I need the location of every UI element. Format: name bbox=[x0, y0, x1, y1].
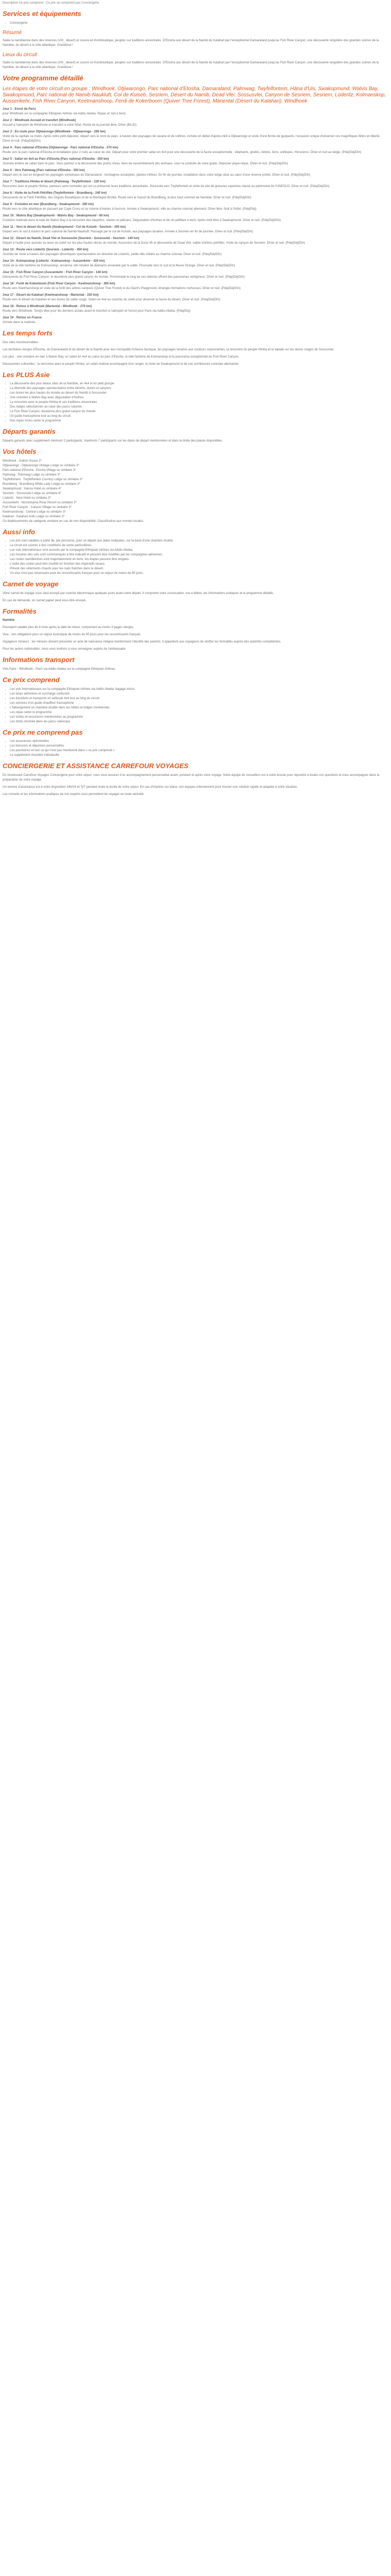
programme-day-text: Visite de la ville fantôme de Kolmanskop, ancienne cité minière de diamants ensevelie par le sable. Poursuite vers le sud et le fleuve Orange. Dîner et nuit. (Pdej/Déj/Dîn) bbox=[3, 264, 235, 268]
programme-day-text: Départ à l'aube pour assister au lever du soleil sur les plus hautes dunes du monde. Ascension de la Dune 45 et découverte de Dead Vlei, vallée d'arbres pétrifiés. Visite du canyon de Sesriem. Dîner et nuit. (Pdej/Déj/Dîn) bbox=[3, 242, 305, 245]
plus-list bbox=[3, 382, 388, 423]
prix-comprend-item: • Les vols internationaux sur la compagnie Ethiopian Airlines via Addis-Abeba, bagage inclus bbox=[10, 687, 388, 692]
infos-title: Aussi info bbox=[3, 528, 35, 536]
programme-day bbox=[3, 118, 388, 128]
programme-day-text: Arrivée dans la matinée. bbox=[3, 321, 36, 325]
temps-forts-text2: Les plus : une croisière en mer à Walvis Bay, un safari en 4x4 au cœur du parc d'Etosha, la ville fantôme de Kolmanskop et le panorama exceptionnel du Fish River Canyon. bbox=[3, 355, 239, 359]
formalites-text3: Voyageurs mineurs : les mineurs doivent présenter un acte de naissance intégral mentionnant l'identité des parents. Il appartient aux voyageurs de vérifier les formalités auprès des autorités compétentes. bbox=[3, 640, 282, 644]
intro-line: Description Ce prix comprend : Ce prix ne comprend pas Conciergerie bbox=[3, 2, 99, 5]
programme-day bbox=[3, 316, 388, 325]
programme-day-text: Route vers Windhoek. Temps libre pour les derniers achats avant le transfert à l'aéroport et l'envol pour Paris via Addis-Abeba. (Pdej/Déj) bbox=[3, 310, 191, 313]
prix-comprend-item: • Les taxes aériennes et surcharge carburant bbox=[10, 692, 388, 697]
plus-item: • La diversité des paysages spectaculaires entre déserts, dunes et canyons bbox=[10, 386, 388, 391]
programme-day-title: Jour 13 : Route vers Lüderitz (Sesriem - Lüderitz - 450 km) bbox=[3, 248, 89, 252]
page bbox=[0, 0, 391, 797]
prix-comprend-item: • Les visites et excursions mentionnées au programme bbox=[10, 715, 388, 720]
formalites-title: Formalités bbox=[3, 607, 37, 615]
conciergerie-text3: Les conseils et les informations pratiques de nos experts vous permettent de voyager en toute sérénité. bbox=[3, 792, 144, 796]
prix-comprend-title: Ce prix comprend bbox=[3, 675, 60, 684]
programme-day bbox=[3, 293, 388, 302]
hotel-line: Windhoek : Galton House 3* bbox=[3, 459, 42, 463]
programme-day bbox=[3, 304, 388, 314]
programme-day-text: Découverte de la Forêt Pétrifiée, des Orgues Basaltiques et de la Montagne Brûlée. Route vers le massif du Brandberg, le plus haut sommet de Namibie. Dîner et nuit. (Pdej/Déj/Dîn) bbox=[3, 196, 252, 200]
programme-day bbox=[3, 236, 388, 246]
programme-day-text: Visite de la capitale ce matin. Après votre petit déjeuner, départ vers le nord du pays, à travers des paysages de savane et de collines. Arrivée en début d'après-midi à Otjiwarongo et visite d'une ferme de guépards, l'occasion unique d'observer ces magnifiques félins en liberté. Dîner et nuit. (Pdej/Déj/Dîn) bbox=[3, 135, 381, 143]
departs-text: Départs garantis avec supplément minimum 2 participants, maximum 7 participants sur les dates de départ mentionnées et dans la limite des places disponibles. bbox=[3, 439, 223, 443]
info-item: • L'ordre des visites peut être modifié en fonction des impératifs locaux. bbox=[10, 562, 388, 567]
plus-item: • Les dunes les plus hautes du monde au désert du Namib à Sossusvlei bbox=[10, 391, 388, 396]
prix-ne-comprend-item: • Les assurances optionnelles bbox=[10, 739, 388, 744]
hotel-line: Otjiwarongo : Otjiwarongo Vintage Lodge ou similaire 3* bbox=[3, 464, 79, 467]
programme-day-text: Découverte du Fish River Canyon, le deuxième plus grand canyon du monde. Promenade le long de ses rebords offrant des panoramas vertigineux. Dîner et nuit. (Pdej/Déj/Dîn) bbox=[3, 276, 245, 279]
programme-day-text: Journée de route à travers des paysages désertiques spectaculaires en direction de Lüderitz, petite ville côtière au charme colonial. Dîner et nuit. (Pdej/Déj/Dîn) bbox=[3, 253, 222, 257]
hotel-line: Sesriem : Sossusvlei Lodge ou similaire 4* bbox=[3, 492, 61, 495]
programme-day bbox=[3, 107, 388, 116]
prix-ne-comprend-item: • Le supplément chambre individuelle bbox=[10, 753, 388, 758]
programme-day bbox=[3, 180, 388, 189]
hotel-line: Fish River Canyon : Canyon Village ou similaire 3* bbox=[3, 505, 72, 509]
programme-day bbox=[3, 191, 388, 200]
carnet-text2: En cas de demande, un carnet papier peut vous être envoyé. bbox=[3, 599, 87, 602]
programme-day bbox=[3, 202, 388, 212]
infos-list bbox=[3, 539, 388, 576]
formalites-text: Passeport valable plus de 6 mois après la date de retour, comportant au moins 3 pages vierges. bbox=[3, 626, 134, 630]
programme-day-text: Départ vers le sud à travers le parc national de Namib-Naukluft. Passage par le col de Kuiseb, aux paysages lunaires. Arrivée à Sesriem en fin de journée. Dîner et nuit. (Pdej/Déj/Dîn) bbox=[3, 230, 253, 234]
programme-day-title: Jour 2 : Windhoek Accueil et transfert (Windhoek) bbox=[3, 119, 76, 123]
plus-item: • La découverte des plus beaux sites de la Namibie, en 4x4 et en petit groupe bbox=[10, 382, 388, 386]
programme-day bbox=[3, 270, 388, 280]
prix-comprend-item: • Les services d'un guide chauffeur francophone bbox=[10, 701, 388, 706]
programme-day-title: Jour 14 : Kolmanskop (Lüderitz - Kolmanskop - Aussenkehr - 420 km) bbox=[3, 260, 105, 263]
programme-day-title: Jour 10 : Walvis Bay (Swakopmund - Walvis Bay - Swakopmund - 60 km) bbox=[3, 214, 109, 218]
carnet-title: Carnet de voyage bbox=[3, 580, 59, 588]
plus-item: • La rencontre avec le peuple Himba et ses traditions ancestrales bbox=[10, 400, 388, 405]
info-item: • Les horaires des vols sont communiqués à titre indicatif et peuvent être modifiés par les compagnies aériennes. bbox=[10, 553, 388, 557]
programme-day-title: Jour 19 : Retour en France bbox=[3, 316, 42, 320]
plus-item: • Le Fish River Canyon, deuxième plus grand canyon du monde bbox=[10, 410, 388, 414]
temps-forts-text3: Découvertes culturelles : la rencontre avec le peuple Himba, un safari matinal accompagné d'un ranger, la visite de Swakopmund et de son architecture coloniale allemande. bbox=[3, 362, 239, 366]
programme-day-text: Croisière matinale dans la baie de Walvis Bay à la rencontre des dauphins, otaries et pélicans. Dégustation d'huîtres et de vin pétillant à bord. Après-midi libre à Swakopmund. Dîner et nuit. (Pdej/Déj/Dîn) bbox=[3, 219, 281, 223]
hotels-note: Ou établissements de catégorie similaire en cas de non disponibilité. Classification aux normes locales. bbox=[3, 519, 144, 523]
formalites-country: Namibie bbox=[3, 619, 15, 622]
prix-comprend-item: • Les repas selon le programme bbox=[10, 710, 388, 715]
programme-day-text: Accueil à l'aéroport de Windhoek et transfert à votre hôtel. Reste de la journée libre. Dîner (B/L/D). bbox=[3, 124, 138, 127]
lieux-title: Lieux du circuit bbox=[3, 52, 37, 58]
programme-day bbox=[3, 146, 388, 155]
programme-day-text: Route vers le parc national d'Etosha et installation pour 2 nuits au cœur du site. Départ pour votre premier safari en 4x4 pour une découverte de la faune exceptionnelle : éléphants, girafes, zèbres, lions, antilopes, rhinocéros. Dîner et nuit au lodge. (Pdej/Déj/Dîn) bbox=[3, 151, 362, 155]
programme-day-title: Jour 4 : Parc national d'Etosha (Otjiwarongo - Parc national d'Etosha - 270 km) bbox=[3, 146, 118, 150]
programme-day-text: Départ vers le sud en longeant les paysages somptueux du Damaraland : montagnes escarpées, plaines infinies. En fin de journée, installation dans votre lodge situé au cœur d'une réserve privée. Dîner et nuit. (Pdej/Déj/Dîn) bbox=[3, 174, 311, 177]
lieux-text: Salée la namibienne dans des réserves (VIII_ désert) et couvre en Kombinatique, peuples sur traditions ancestrales. D'Etosha aux désert de la Namib du Kalahari par l'exceptionnel Damaraland jusqu'au Fish River Canyon, une découverte singulière des grandes scènes de la Namibie, du désert à la côte atlantique. Grandiose ! bbox=[3, 61, 379, 69]
prix-ne-comprend-list bbox=[3, 739, 388, 758]
info-item: • Les vols internationaux sont assurés par la compagnie Ethiopian Airlines via Addis-Abeba. bbox=[10, 548, 388, 553]
prix-ne-comprend-item: • Les pourboires et tout ce qui n'est pas mentionné dans « ce prix comprend » bbox=[10, 749, 388, 753]
programme-day-title: Jour 16 : Forêt de Kokerboom (Fish River Canyon - Keetmanshoop - 300 km) bbox=[3, 282, 116, 286]
services-item: • Conciergerie bbox=[10, 21, 388, 26]
prix-comprend-item: • Les transferts et transports en véhicule 4x4 tout au long du circuit bbox=[10, 697, 388, 701]
prix-ne-comprend-title: Ce prix ne comprend pas bbox=[3, 728, 83, 736]
programme-day-title: Jour 11 : Vers le désert du Namib (Swakopmund - Col de Kuiseb - Sesriem - 350 km) bbox=[3, 226, 126, 229]
hotel-line: Aussenkehr : Norotshama River Resort ou similaire 3* bbox=[3, 501, 77, 504]
hotels-title: Vos hôtels bbox=[3, 447, 37, 455]
programme-subtitle: Les étapes de votre circuit en groupe : Windhoek, Otjiwarongo, Parc national d'Etosha, Damaraland, Palmwag, Twyfelfontein, Häna d'Uis, Swakopmund, Walvis Bay, Swakopmund, Parc national de Namib-Naukluft, Col de Kuiseb, Sesriem, Désert du Namib, Dead Vlei, Sossusvlei, Canyon de Sesriem, Sesriem, Lüderitz, Kolmanskop, Aussenkehr, Fish River Canyon, Keetmanshoop, Ferdi de Kokerboom (Quiver Tree Forest), Mariental (Désert du Kalahari), Windhoek bbox=[3, 86, 386, 105]
programme-day-text: Rencontre avec le peuple Himba, pasteurs semi-nomades qui ont su préserver leurs traditions ancestrales. Poursuite vers Twyfelfontein et visite du site de gravures rupestres classé au patrimoine de l'UNESCO. Dîner et nuit. (Pdej/Déj/Dîn) bbox=[3, 185, 330, 189]
plus-title: Les PLUS Asie bbox=[3, 370, 50, 379]
programme-day bbox=[3, 157, 388, 166]
programme-day-title: Jour 17 : Désert du Kalahari (Keetmanshoop - Mariental - 230 km) bbox=[3, 294, 99, 297]
formalites-text4: Pour les autres nationalités, nous vous invitons à vous renseigner auprès de l'ambassade. bbox=[3, 648, 126, 651]
info-item: • Un visa n'est pas nécessaire pour les ressortissants français pour un séjour de moins de 90 jours. bbox=[10, 571, 388, 576]
services-list bbox=[3, 21, 388, 26]
prix-comprend-list bbox=[3, 687, 388, 724]
temps-forts-intro: Des sites incontournables : bbox=[3, 341, 40, 344]
plus-item: • Des repas inclus selon le programme bbox=[10, 419, 388, 423]
temps-forts-text: Les territoires vierges d'Etosha, du Damaraland et du désert de la Namib avec leur incroyable richesse faunique, les paysages lunaires aux couleurs surprenantes, la rencontre du peuple Himba et la balade sur les dunes rouges de Sossusvlei. bbox=[3, 348, 335, 351]
hotel-line: Twyfelfontein : Twyfelfontein Country Lodge ou similaire 3* bbox=[3, 478, 83, 481]
programme-day bbox=[3, 225, 388, 234]
programme-day-title: Jour 15 : Fish River Canyon (Aussenkehr - Fish River Canyon - 140 km) bbox=[3, 271, 108, 275]
services-title: Services et équipements bbox=[3, 10, 82, 18]
info-item: • Le circuit est soumis à des conditions de vente particulières. bbox=[10, 544, 388, 548]
programme-day-text: Journée entière de safari dans le parc. Vous partirez à la découverte des points d'eau, lieux de rassemblement des animaux, sous la conduite de votre guide. Déjeuner pique-nique. Dîner et nuit. (Pdej/Déj/Dîn) bbox=[3, 162, 288, 166]
programme-day bbox=[3, 282, 388, 291]
prix-comprend-item: • Les droits d'entrée dans les parcs nationaux bbox=[10, 720, 388, 724]
programme-day-title: Jour 3 : En route pour Otjiwarongo (Windhoek - Otjiwarongo - 290 km) bbox=[3, 130, 106, 134]
programme-day-text: pour Windhoek sur la compagnie Ethiopian Airlines via Addis-Abeba. Repas et nuit à bord. bbox=[3, 112, 126, 116]
programme-day-text: Route vers le désert du Kalahari et ses dunes de sable rouge. Safari en 4x4 au coucher du soleil pour observer la faune du désert. Dîner et nuit. (Pdej/Déj/Dîn) bbox=[3, 298, 220, 302]
programme-day-title: Jour 7 : Traditions Himba et désert (Palmwag - Twyfelfontein - 220 km) bbox=[3, 180, 106, 184]
programme-day-title: Jour 8 : Visite de la Forêt Pétrifiée (Twyfelfontein - Brandberg - 240 km) bbox=[3, 192, 107, 195]
programme-days bbox=[3, 107, 388, 325]
programme-day-title: Jour 1 : Envol de Paris bbox=[3, 108, 36, 111]
prix-ne-comprend-item: • Les boissons et dépenses personnelles bbox=[10, 744, 388, 749]
conciergerie-title: CONCIERGERIE ET ASSISTANCE CARREFOUR VOYAGES bbox=[3, 762, 189, 770]
programme-day bbox=[3, 168, 388, 178]
prix-comprend-item: • L'hébergement en chambre double dans les hôtels et lodges mentionnés bbox=[10, 706, 388, 710]
programme-title: Votre programme détaillé bbox=[3, 74, 84, 82]
hotels-list bbox=[3, 459, 388, 519]
departs-title: Départs garantis bbox=[3, 428, 56, 436]
info-item: • Les routes namibiennes sont majoritairement en terre, les étapes peuvent être longues. bbox=[10, 557, 388, 562]
formalites-text2: Visa : non obligatoire pour un séjour touristique de moins de 90 jours pour les ressortissants français. bbox=[3, 633, 141, 637]
temps-forts-title: Les temps forts bbox=[3, 329, 53, 337]
programme-day-title: Jour 12 : Désert du Namib, Dead Vlei et Sossusvlei (Sesriem - Sossusvlei - Sesriem - 140 km) bbox=[3, 237, 139, 241]
programme-day-title: Jour 6 : Vers Palmwag (Parc national d'Etosha - 300 km) bbox=[3, 169, 85, 173]
programme-day-title: Jour 5 : Safari en 4x4 au Parc d'Etosha (Parc national d'Etosha - 200 km) bbox=[3, 158, 109, 161]
hotel-line: Lüderitz : Nest Hotel ou similaire 3* bbox=[3, 496, 51, 500]
programme-day bbox=[3, 130, 388, 144]
programme-day-text: Route vers Keetmanshoop et visite de la forêt des arbres carquois (Quiver Tree Forest) et du Giant's Playground, étranges formations rocheuses. Dîner et nuit. (Pdej/Déj/Dîn) bbox=[3, 287, 241, 291]
programme-day bbox=[3, 248, 388, 257]
info-item: • Prévoir des vêtements chauds pour les nuits fraîches dans le désert. bbox=[10, 567, 388, 571]
resume-title: Résumé bbox=[3, 29, 22, 36]
conciergerie-text: En choisissant Carrefour Voyages Conciergerie pour votre séjour, vous vous assurez d'un accompagnement personnalisé avant, pendant et après votre voyage. Notre équipe de conseillers est à votre écoute pour répondre à toutes vos questions et vous accompagner dans la préparation de votre voyage. bbox=[3, 773, 380, 782]
resume-text: Salée la namibienne dans des réserves (VIII_ désert) et couvre en Kombinatique, peuples sur traditions ancestrales. D'Etosha aux désert de la Namib du Kalahari par l'exceptionnel Damaraland jusqu'au Fish River Canyon, une découverte singulière des grandes scènes de la Namibie, du désert à la côte atlantique. Grandiose ! bbox=[3, 39, 379, 47]
programme-day-title: Jour 18 : Retour à Windhoek (Mariental - Windhoek - 270 km) bbox=[3, 305, 92, 309]
hotel-line: Keetmanshoop : Central Lodge ou similaire 3* bbox=[3, 510, 66, 514]
hotel-line: Parc national d'Etosha : Etosha Village ou similaire 3* bbox=[3, 468, 76, 472]
programme-day bbox=[3, 259, 388, 268]
programme-day-text: Route vers la côte atlantique en passant par Cape Cross et sa colonie d'otaries à fourrure. Arrivée à Swakopmund, ville au charme colonial allemand. Dîner libre. Nuit à l'hôtel. (Pdej/Déj) bbox=[3, 208, 256, 211]
conciergerie-text2: Un service d'assistance est à votre disposition 24h/24 et 7j/7 pendant toute la durée de votre séjour. En cas d'imprévu sur place, nos équipes interviennent pour trouver une solution rapide et adaptée à votre situation. bbox=[3, 785, 298, 789]
plus-item: • Une croisière à Walvis Bay avec dégustation d'huîtres bbox=[10, 396, 388, 400]
programme-day bbox=[3, 214, 388, 223]
carnet-text: Votre carnet de voyage vous sera envoyé par courrier électronique quelques jours avant votre départ. Il comprend votre convocation, vos e-billets, les informations pratiques et le programme détaillé. bbox=[3, 591, 274, 595]
programme-day-title: Jour 9 : Croisière en mer (Brandberg - Swakopmund - 300 km) bbox=[3, 203, 94, 207]
hotel-line: Brandberg : Brandberg White Lady Lodge ou similaire 3* bbox=[3, 482, 80, 486]
transport-text: Vols Paris - Windhoek - Paris via Addis-Abeba sur la compagnie Ethiopian Airlines. bbox=[3, 667, 116, 671]
hotel-line: Swakopmund : Hansa Hotel ou similaire 4* bbox=[3, 487, 61, 490]
plus-item: • Un guide francophone tout au long du circuit bbox=[10, 414, 388, 419]
hotel-line: Palmwag : Palmwag Lodge ou similaire 3* bbox=[3, 473, 61, 477]
info-item: • Les prix sont valables à partir de, par personne, pour un départ aux dates indiquées, sur la base d'une chambre double. bbox=[10, 539, 388, 544]
hotel-line: Kalahari : Kalahari Anib Lodge ou similaire 3* bbox=[3, 515, 65, 518]
transport-title: Informations transport bbox=[3, 656, 75, 664]
plus-item: • Des lodges sélectionnés au cœur des parcs naturels bbox=[10, 405, 388, 410]
